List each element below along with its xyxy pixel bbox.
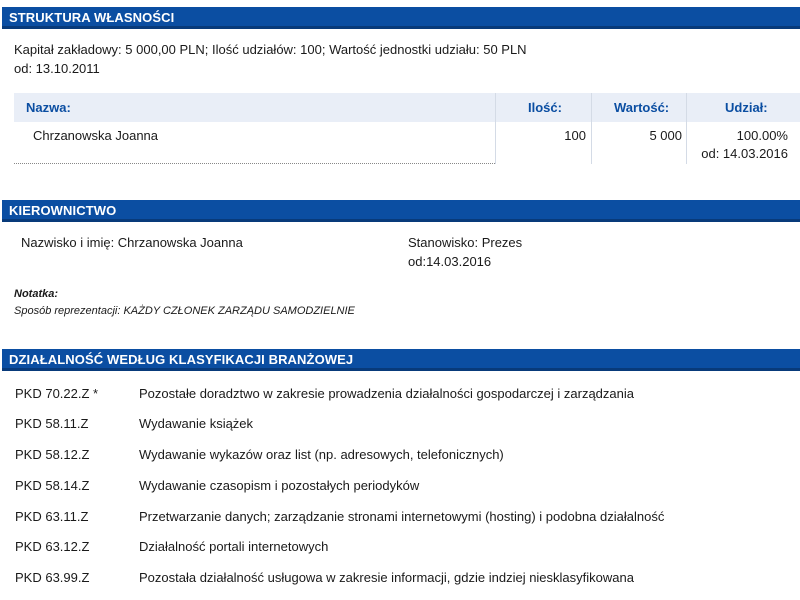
pkd-description: Przetwarzanie danych; zarządzanie stronami internetowymi (hosting) i podobna działalność — [139, 509, 665, 524]
pkd-description: Wydawanie czasopism i pozostałych periodyków — [139, 478, 420, 493]
representation-note: Sposób reprezentacji: KAŻDY CZŁONEK ZARZĄDU SAMODZIELNIE — [14, 305, 355, 317]
owner-value: 5 000 — [649, 128, 682, 143]
pkd-code: PKD 58.11.Z — [15, 416, 89, 431]
note-title: Notatka: — [14, 288, 59, 300]
row-separator — [14, 163, 495, 164]
owner-share-date: od: 14.03.2016 — [701, 146, 788, 161]
col-header-quantity: Ilość: — [528, 100, 562, 115]
capital-since-date: od: 13.10.2011 — [14, 61, 100, 76]
pkd-description: Wydawanie książek — [139, 416, 254, 431]
manager-name: Nazwisko i imię: Chrzanowska Joanna — [21, 235, 243, 250]
pkd-description: Pozostała działalność usługowa w zakresie informacji, gdzie indziej niesklasyfikowana — [139, 570, 634, 585]
owner-quantity: 100 — [564, 128, 586, 143]
pkd-code: PKD 63.11.Z — [15, 509, 89, 524]
pkd-description: Wydawanie wykazów oraz list (np. adresowych, telefonicznych) — [139, 447, 504, 462]
management-section-header: KIEROWNICTWO — [2, 200, 800, 222]
owner-share: 100.00% — [736, 128, 788, 143]
manager-position: Stanowisko: Prezes — [408, 235, 523, 250]
ownership-section-header: STRUKTURA WŁASNOŚCI — [2, 7, 800, 29]
pkd-code: PKD 58.14.Z — [15, 478, 90, 493]
pkd-description: Pozostałe doradztwo w zakresie prowadzenia działalności gospodarczej i zarządzania — [139, 386, 634, 401]
ownership-table-header — [14, 93, 800, 122]
col-header-value: Wartość: — [614, 100, 670, 115]
capital-info: Kapitał zakładowy: 5 000,00 PLN; Ilość udziałów: 100; Wartość jednostki udziału: 50 PLN — [14, 42, 527, 57]
pkd-code: PKD 70.22.Z * — [15, 386, 99, 401]
pkd-code: PKD 63.99.Z — [15, 570, 90, 585]
pkd-code: PKD 58.12.Z — [15, 447, 90, 462]
col-header-share: Udział: — [725, 100, 768, 115]
owner-name: Chrzanowska Joanna — [33, 128, 159, 143]
pkd-description: Działalność portali internetowych — [139, 539, 329, 554]
col-header-name: Nazwa: — [26, 100, 71, 115]
manager-position-since: od:14.03.2016 — [408, 254, 492, 269]
pkd-code: PKD 63.12.Z — [15, 539, 90, 554]
activity-section-header: DZIAŁALNOŚĆ WEDŁUG KLASYFIKACJI BRANŻOWEJ — [2, 349, 800, 371]
